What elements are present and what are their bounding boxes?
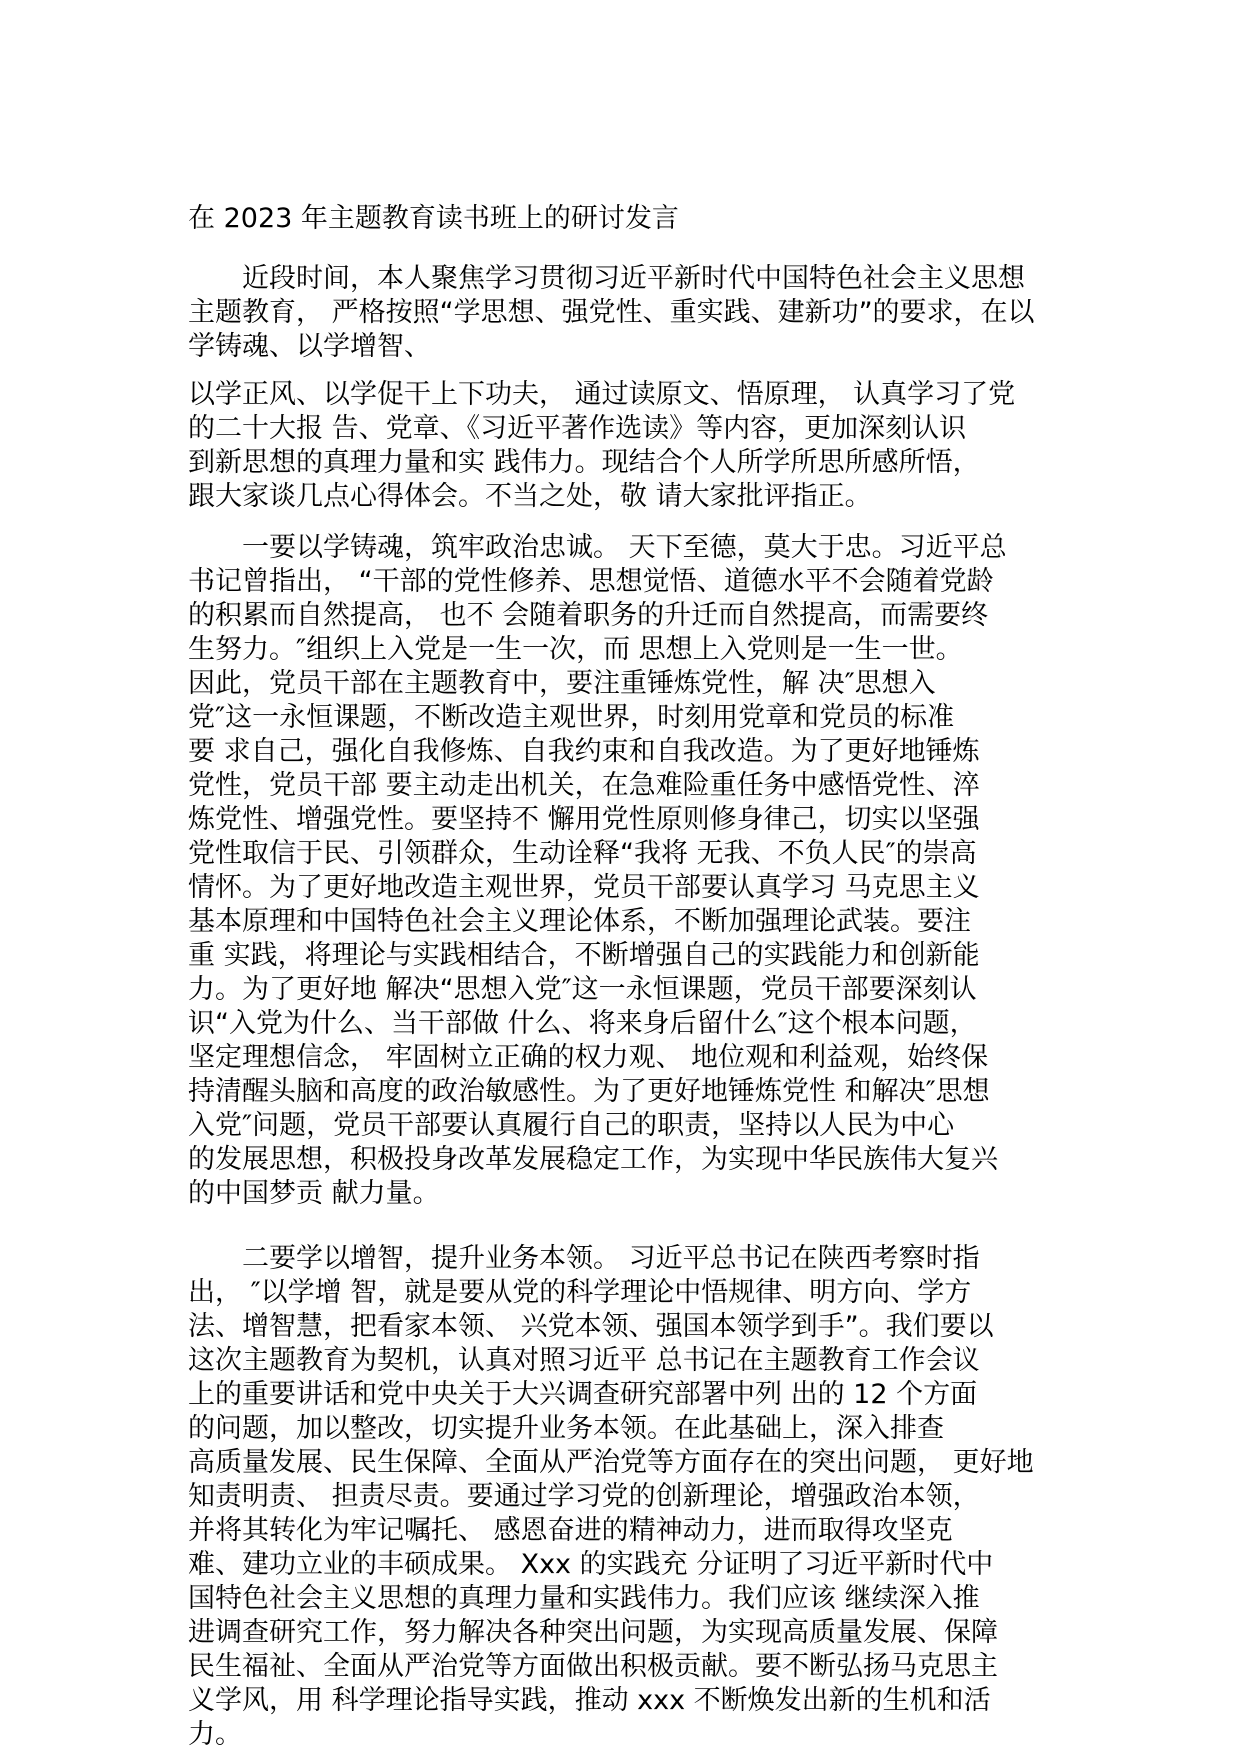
text-line: 持清醒头脑和高度的政治敏感性。为了更好地锤炼党性 和解决″思想: [188, 1076, 990, 1107]
text-line: 并将其转化为牢记嘱托、 感恩奋进的精神动力，进而取得攻坚克: [188, 1515, 953, 1546]
text-line: 的问题，加以整改，切实提升业务本领。在此基础上，深入排查: [188, 1413, 944, 1444]
text-line: 书记曾指出， “干部的党性修养、思想觉悟、道德水平不会随着党龄: [188, 566, 994, 597]
text-line: 炼党性、增强党性。要坚持不 懈用党性原则修身律己，切实以坚强: [188, 804, 980, 835]
text-line: 民生福祉、全面从严治党等方面做出积极贡献。要不断弘扬马克思主: [188, 1651, 998, 1682]
text-line: 重 实践，将理论与实践相结合，不断增强自己的实践能力和创新能: [188, 940, 980, 971]
text-line: 的二十大报 告、党章、《习近平著作选读》等内容，更加深刻认识: [188, 413, 967, 444]
text-line: 党性取信于民、引领群众，生动诠释“我将 无我、不负人民″的崇高: [188, 838, 977, 869]
text-line: 二要学以增智，提升业务本领。 习近平总书记在陕西考察时指: [188, 1243, 980, 1274]
text-line: 法、增智慧，把看家本领、 兴党本领、强国本领学到手”。我们要以: [188, 1311, 994, 1342]
text-line: 生努力。″组织上入党是一生一次，而 思想上入党则是一生一世。: [188, 634, 963, 665]
text-line: 进调查研究工作，努力解决各种突出问题，为实现高质量发展、保障: [188, 1617, 998, 1648]
text-line: 要 求自己，强化自我修炼、自我约束和自我改造。为了更好地锤炼: [188, 736, 980, 767]
text-line: 出， ″以学增 智，就是要从党的科学理论中悟规律、明方向、学方: [188, 1277, 972, 1308]
text-line: 义学风，用 科学理论指导实践，推动 xxx 不断焕发出新的生机和活: [188, 1685, 991, 1716]
paragraph-intro-part2: [188, 378, 1088, 514]
text-line: 国特色社会主义思想的真理力量和实践伟力。我们应该 继续深入推: [188, 1583, 980, 1614]
text-line: 党″这一永恒课题，不断改造主观世界，时刻用党章和党员的标准: [188, 702, 955, 733]
paragraph-section-two: [188, 1242, 1088, 1752]
text-line: 力。: [188, 1719, 242, 1750]
text-line: 入党″问题，党员干部要认真履行自己的职责，坚持以人民为中心: [188, 1110, 955, 1141]
text-line: 上的重要讲话和党中央关于大兴调查研究部署中列 出的 12 个方面: [188, 1379, 978, 1410]
text-line: 力。为了更好地 解决“思想入党″这一永恒课题，党员干部要深刻认: [188, 974, 977, 1005]
text-line: 因此，党员干部在主题教育中，要注重锤炼党性，解 决″思想入: [188, 668, 936, 699]
text-line: 这次主题教育为契机，认真对照习近平 总书记在主题教育工作会议: [188, 1345, 980, 1376]
text-line: 以学正风、以学促干上下功夫， 通过读原文、悟原理， 认真学习了党: [188, 379, 1016, 410]
paragraph-intro-part1: [188, 262, 1088, 364]
text-line: 知责明责、 担责尽责。要通过学习党的创新理论，增强政治本领，: [188, 1481, 980, 1512]
text-line: 党性，党员干部 要主动走出机关，在急难险重任务中感悟党性、淬: [188, 770, 980, 801]
text-line: 的发展思想，积极投身改革发展稳定工作，为实现中华民族伟大复兴: [188, 1144, 998, 1175]
text-line: 一要以学铸魂，筑牢政治忠诚。 天下至德，莫大于忠。习近平总: [188, 532, 1007, 563]
text-line: 识“入党为什么、当干部做 什么、将来身后留什么″这个根本问题，: [188, 1008, 977, 1039]
text-line: 到新思想的真理力量和实 践伟力。现结合个人所学所思所感所悟，: [188, 447, 980, 478]
text-line: 跟大家谈几点心得体会。不当之处，敬 请大家批评指正。: [188, 481, 872, 512]
text-line: 主题教育， 严格按照“学思想、强党性、重实践、建新功”的要求，在以: [188, 297, 1035, 328]
text-line: 情怀。为了更好地改造主观世界，党员干部要认真学习 马克思主义: [188, 872, 980, 903]
text-line: 难、建功立业的丰硕成果。 Xxx 的实践充 分证明了习近平新时代中: [188, 1549, 994, 1580]
text-line: 的中国梦贡 献力量。: [188, 1178, 440, 1209]
text-line: 学铸魂、以学增智、: [188, 331, 431, 362]
text-line: 近段时间，本人聚焦学习贯彻习近平新时代中国特色社会主义思想: [188, 263, 1025, 294]
paragraph-section-one: [188, 531, 1088, 1211]
text-line: 的积累而自然提高， 也不 会随着职务的升迁而自然提高，而需要终: [188, 600, 989, 631]
document-title: 在 2023 年主题教育读书班上的研讨发言: [188, 203, 679, 234]
text-line: 基本原理和中国特色社会主义理论体系，不断加强理论武装。要注: [188, 906, 971, 937]
text-line: 坚定理想信念， 牢固树立正确的权力观、 地位观和利益观，始终保: [188, 1042, 989, 1073]
text-line: 高质量发展、民生保障、全面从严治党等方面存在的突出问题， 更好地: [188, 1447, 1034, 1478]
